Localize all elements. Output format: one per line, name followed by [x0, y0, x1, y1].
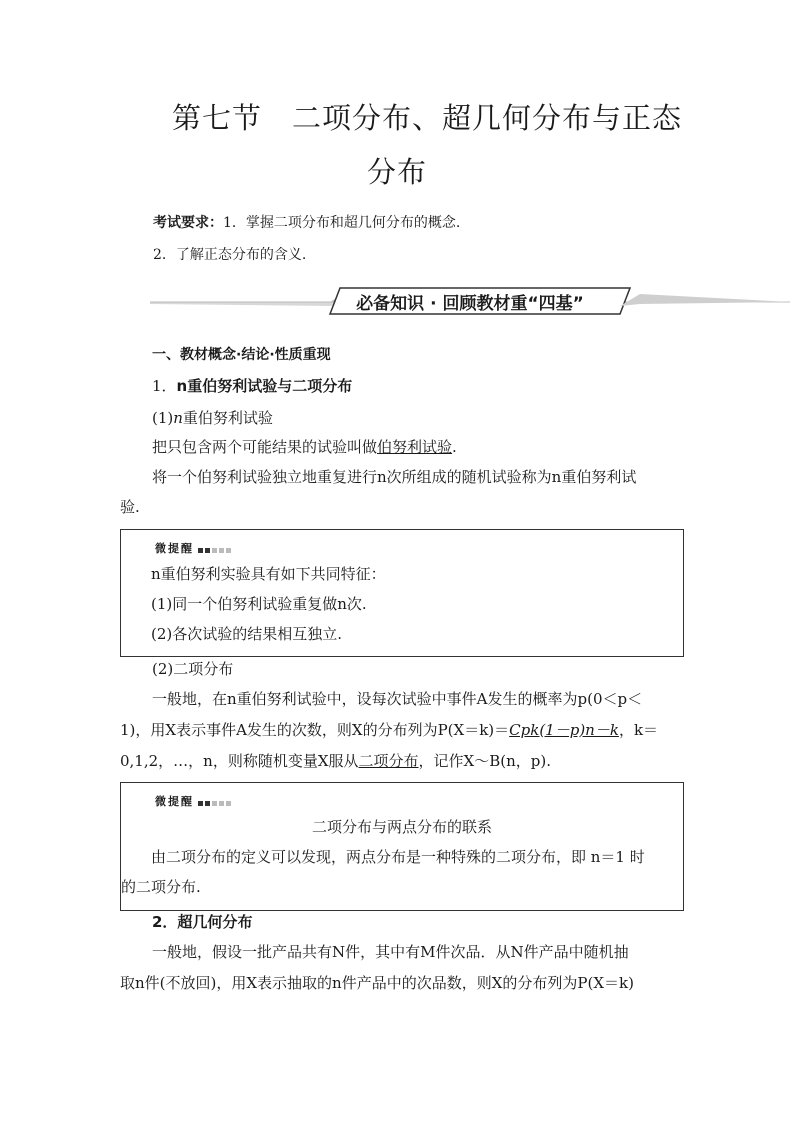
requirements-label: 考试要求： [153, 215, 223, 231]
tip-label: 微提醒 [155, 793, 233, 809]
page-title-line1: 第七节 二项分布、超几何分布与正态 [171, 101, 682, 135]
tip-label: 微提醒 [155, 540, 233, 556]
tip2-line2: 的二项分布. [121, 878, 201, 896]
tip1-line2: (1)同一个伯努利试验重复做n次. [151, 595, 367, 613]
paragraph-2-line2: 验. [120, 498, 140, 516]
exam-requirements [153, 212, 460, 232]
bernoulli-term: 伯努利试验 [377, 438, 453, 456]
tip-dots-icon [198, 543, 233, 556]
page-title-line2: 分布 [366, 155, 427, 189]
requirement-item-2: 2．了解正态分布的含义. [153, 247, 307, 263]
tip1-line1: n重伯努利实验具有如下共同特征： [151, 565, 386, 583]
paragraph-2-line1: 将一个伯努利试验独立地重复进行n次所组成的随机试验称为n重伯努利试 [152, 468, 637, 486]
hypergeometric-line2: 取n件(不放回)，用X表示抽取的n件产品中的次品数，则X的分布列为P(X＝k) [120, 974, 634, 992]
subheading-1: 1．n重伯努利试验与二项分布 [152, 377, 353, 395]
section-heading-1: 一、教材概念·结论·性质重现 [152, 347, 331, 363]
tip-box-2 [120, 782, 684, 911]
binomial-line3: 0,1,2，…，n，则称随机变量X服从二项分布，记作X～B(n，p). [120, 752, 551, 770]
tip2-title: 二项分布与两点分布的联系 [311, 818, 492, 836]
binomial-line2: 1)，用X表示事件A发生的次数，则X的分布列为P(X＝k)＝Cpk(1－p)n－k，k＝ [120, 721, 659, 739]
item-1-title: (1)n重伯努利试验 [152, 409, 273, 427]
tip-dots-icon [198, 796, 233, 809]
tip2-line1: 由二项分布的定义可以发现，两点分布是一种特殊的二项分布，即 n＝1 时 [151, 848, 645, 866]
binomial-heading: (2)二项分布 [152, 660, 234, 678]
binomial-line1: 一般地，在n重伯努利试验中，设每次试验中事件A发生的概率为p(0＜p＜ [152, 690, 643, 708]
section-banner [150, 282, 790, 322]
paragraph-1: 把只包含两个可能结果的试验叫做伯努利试验. [152, 438, 457, 456]
section-heading-2: 2．超几何分布 [152, 913, 253, 931]
tip1-line3: (2)各次试验的结果相互独立. [151, 625, 343, 643]
hypergeometric-line1: 一般地，假设一批产品共有N件，其中有M件次品．从N件产品中随机抽 [152, 943, 629, 961]
binomial-term: 二项分布 [358, 752, 419, 770]
binomial-formula: Cpk(1－p)n－k [509, 721, 619, 739]
tip-box-1 [120, 529, 684, 657]
banner-text: 必备知识 · 回顾教材重“四基” [356, 294, 584, 314]
requirement-item-1: 1．掌握二项分布和超几何分布的概念. [223, 215, 461, 231]
